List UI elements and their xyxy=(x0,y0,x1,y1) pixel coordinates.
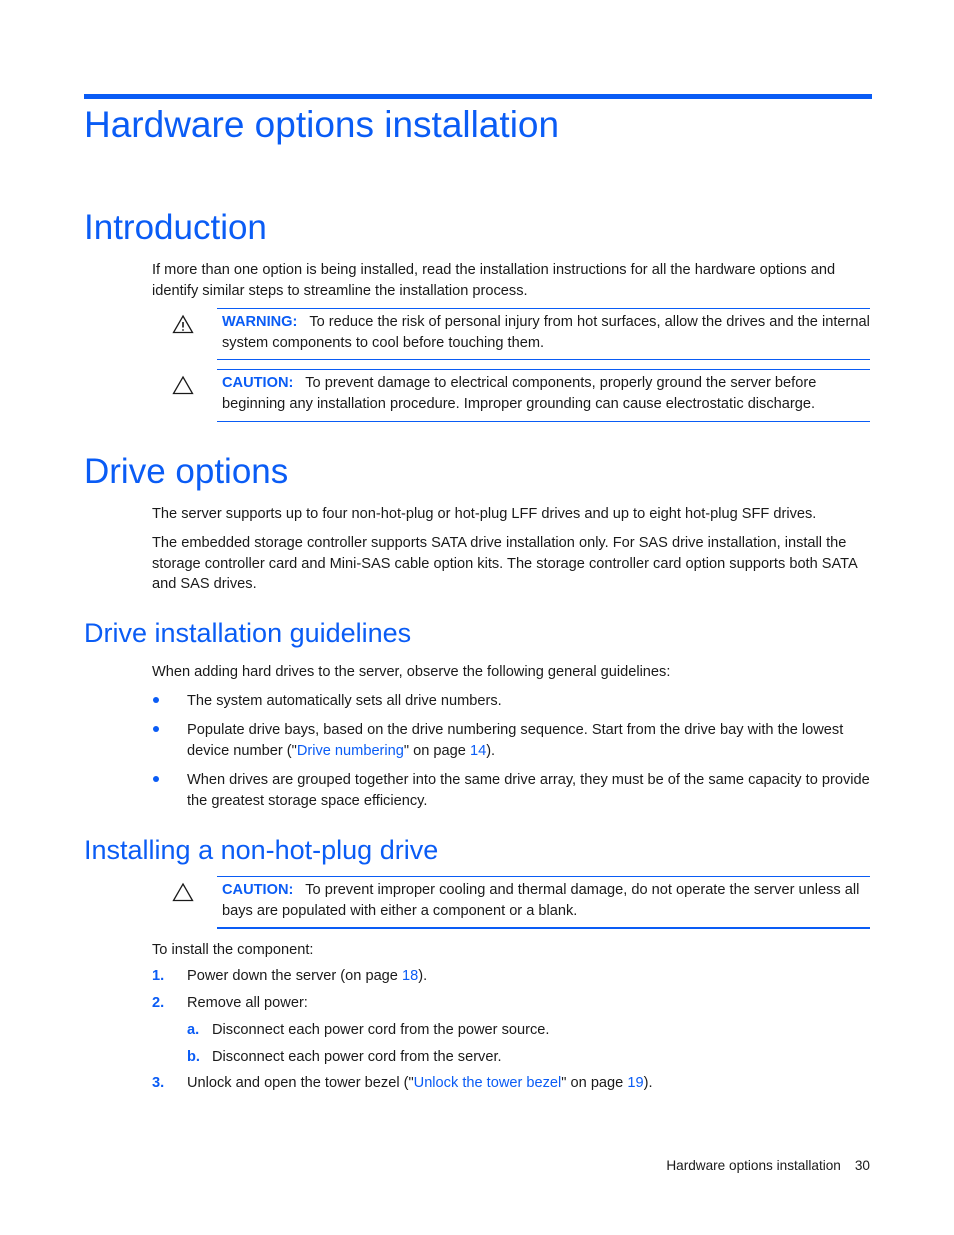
text-segment: ). xyxy=(418,968,428,984)
guidelines-intro: When adding hard drives to the server, observe the following general guidelines: xyxy=(152,664,671,680)
step-text xyxy=(187,966,872,987)
text-segment: Unlock and open the tower bezel (" xyxy=(187,1075,414,1091)
heading-installing-non-hot-plug-drive: Installing a non-hot-plug drive xyxy=(84,835,439,865)
step-number: 1. xyxy=(152,968,165,984)
caution-note xyxy=(217,876,870,929)
drive-options-paragraph-2: The embedded storage controller supports SATA drive installation only. For SAS drive installation, install the storage controller card and Mini-SAS cable option kits. The storage controller card option supports both SATA and SAS drives. xyxy=(152,535,857,592)
warning-label: WARNING: xyxy=(222,314,298,330)
text-segment: ). xyxy=(643,1075,653,1091)
text-segment: Power down the server (on page xyxy=(187,968,402,984)
substep-letter: a. xyxy=(187,1022,200,1038)
heading-drive-installation-guidelines: Drive installation guidelines xyxy=(84,618,412,648)
page-title: Hardware options installation xyxy=(84,104,560,145)
step-number: 3. xyxy=(152,1075,165,1091)
title-rule xyxy=(84,94,872,99)
list-item-text xyxy=(187,720,872,761)
bullet-icon xyxy=(152,770,158,791)
caution-triangle-icon xyxy=(172,375,194,395)
substep-text: Disconnect each power cord from the server. xyxy=(212,1049,502,1065)
footer-section: Hardware options installation xyxy=(666,1158,841,1173)
caution-label: CAUTION: xyxy=(222,882,294,898)
step-text xyxy=(187,1073,872,1094)
warning-note xyxy=(217,308,870,360)
warning-triangle-icon xyxy=(172,314,194,334)
bullet-icon xyxy=(152,720,158,741)
text-segment: " on page xyxy=(403,742,470,759)
list-item-text: When drives are grouped together into the same drive array, they must be of the same capacity to provide the greatest storage space efficiency. xyxy=(187,772,870,809)
intro-paragraph: If more than one option is being installed, read the installation instructions for all the hardware options and identify similar steps to streamline the installation process. xyxy=(152,262,836,299)
heading-drive-options: Drive options xyxy=(84,452,289,491)
text-segment: " on page xyxy=(561,1075,628,1091)
link-page-18[interactable]: 18 xyxy=(401,968,419,984)
link-drive-numbering[interactable]: Drive numbering xyxy=(296,742,404,759)
steps-intro: To install the component: xyxy=(152,942,314,958)
link-page-19[interactable]: 19 xyxy=(627,1075,644,1091)
step-text: Remove all power: xyxy=(187,995,308,1011)
substep-letter: b. xyxy=(187,1049,200,1065)
page-footer xyxy=(666,1158,870,1173)
list-item-text: The system automatically sets all drive numbers. xyxy=(187,693,502,709)
text-segment: Populate drive bays, based on the drive numbering sequence. Start from the drive bay with the lowest device number (" xyxy=(187,722,844,759)
page-number: 30 xyxy=(854,1158,870,1173)
caution-text: To prevent improper cooling and thermal damage, do not operate the server unless all bays are populated with either a component or a blank. xyxy=(222,882,860,919)
bullet-icon xyxy=(152,691,158,712)
substep-text: Disconnect each power cord from the power source. xyxy=(212,1022,550,1038)
caution-note xyxy=(217,369,870,422)
caution-label: CAUTION: xyxy=(222,375,294,391)
step-number: 2. xyxy=(152,995,165,1011)
caution-triangle-icon xyxy=(172,882,194,902)
warning-text: To reduce the risk of personal injury from hot surfaces, allow the drives and the internal system components to cool before touching them. xyxy=(222,314,870,351)
drive-options-paragraph-1: The server supports up to four non-hot-plug or hot-plug LFF drives and up to eight hot-plug SFF drives. xyxy=(152,506,817,522)
heading-introduction: Introduction xyxy=(84,208,267,247)
text-segment: ). xyxy=(486,742,496,759)
link-unlock-tower-bezel[interactable]: Unlock the tower bezel xyxy=(413,1075,562,1091)
caution-text: To prevent damage to electrical components, properly ground the server before beginning any installation procedure. Improper grounding can cause electrostatic discharge. xyxy=(222,375,817,412)
link-page-14[interactable]: 14 xyxy=(469,742,487,759)
